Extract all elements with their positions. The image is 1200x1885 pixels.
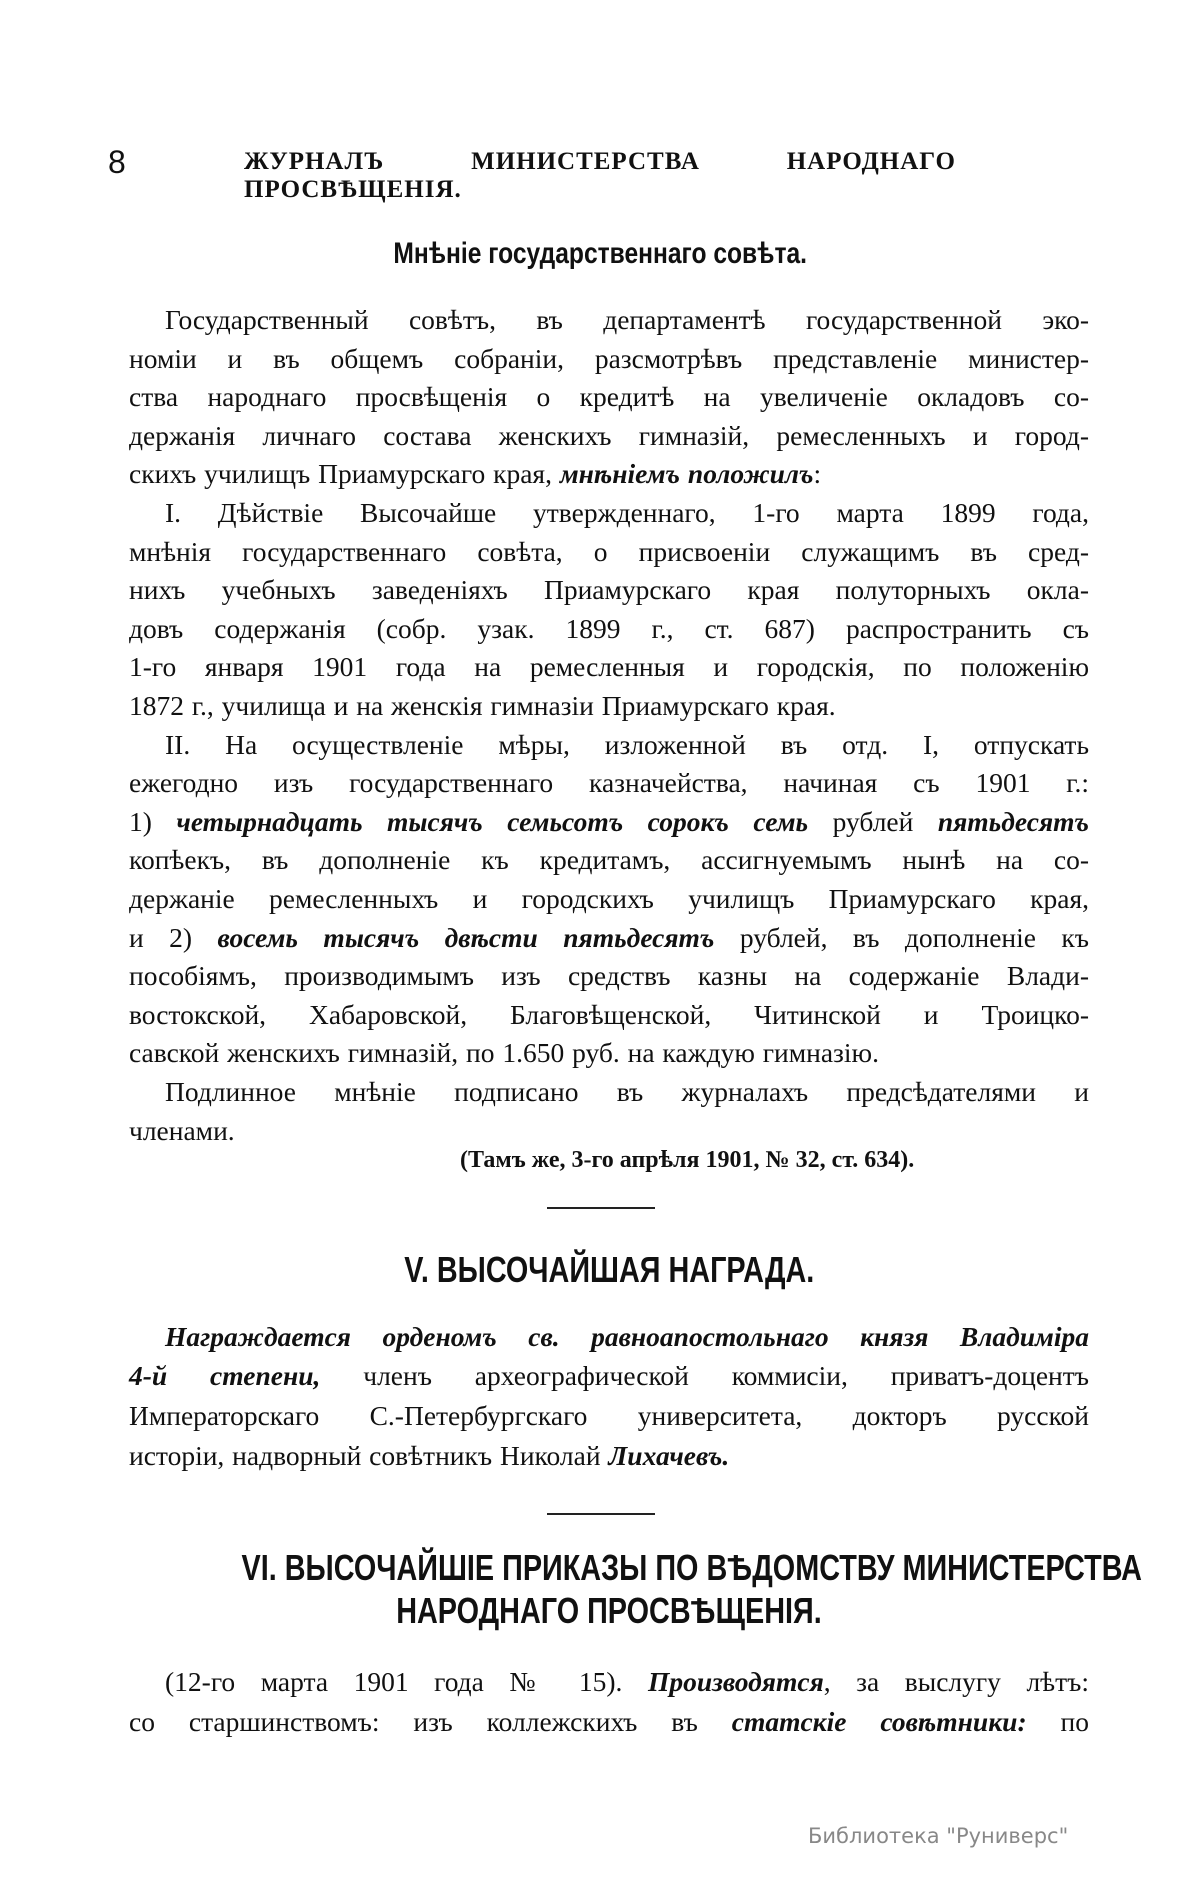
text-line bbox=[165, 496, 1089, 530]
text: II. На осуществленіе мѣры, изложенной въ отд. I, отпускать bbox=[165, 728, 1089, 760]
running-title: ЖУРНАЛЪ МИНИСТЕРСТВА НАРОДНАГО ПРОСВѢЩЕНІЯ. bbox=[244, 148, 956, 203]
italic-text: четырнадцать тысячъ семьсотъ сорокъ семь bbox=[176, 805, 809, 837]
text-line bbox=[129, 1114, 1089, 1148]
text: скихъ училищъ Приамурскаго края, bbox=[129, 458, 560, 490]
text-line bbox=[129, 457, 1089, 491]
text: Государственный совѣтъ, въ департаментѣ государственной эко- bbox=[165, 304, 1089, 335]
text-line bbox=[165, 1320, 1089, 1354]
text-line bbox=[129, 419, 1089, 453]
section-title-opinion bbox=[300, 236, 900, 272]
italic-text: 4-й степени, bbox=[129, 1360, 321, 1391]
text-line bbox=[129, 959, 1089, 993]
text-line bbox=[129, 573, 1089, 607]
text: членъ археографической коммисіи, приватъ-доцентъ bbox=[320, 1360, 1090, 1391]
text-line bbox=[129, 342, 1089, 376]
italic-text: Лихачевъ. bbox=[608, 1440, 730, 1471]
text: , за выслугу лѣтъ: bbox=[823, 1666, 1089, 1697]
text: нихъ учебныхъ заведеніяхъ Приамурскаго края полуторныхъ окла- bbox=[129, 574, 1089, 606]
text: савской женскихъ гимназій, по 1.650 руб. на каждую гимназію. bbox=[129, 1037, 879, 1069]
text: Императорскаго С.-Петербургскаго университета, докторъ русской bbox=[129, 1400, 1089, 1431]
section-heading-vi-line2 bbox=[129, 1590, 1089, 1632]
section-divider bbox=[547, 1513, 655, 1515]
text-line bbox=[129, 689, 1089, 723]
section-heading-v-text: V. ВЫСОЧАЙШАЯ НАГРАДА. bbox=[403, 1249, 814, 1290]
text: Подлинное мнѣніе подписано въ журналахъ предсѣдателями и bbox=[165, 1076, 1089, 1107]
section-heading-vi-line1 bbox=[129, 1547, 1142, 1589]
text-line bbox=[129, 380, 1089, 414]
page-number: 8 bbox=[108, 144, 126, 180]
text: довъ содержанія (собр. узак. 1899 г., ст. 687) распространить съ bbox=[129, 612, 1089, 644]
text-line bbox=[165, 303, 1089, 337]
text-line bbox=[129, 1705, 1089, 1739]
text: рублей bbox=[808, 805, 938, 837]
text: исторіи, надворный совѣтникъ Николай bbox=[129, 1440, 609, 1471]
italic-text: Награждается орденомъ св. равноапостольнаго князя Владиміра bbox=[165, 1321, 1089, 1352]
italic-text: мнѣніемъ положилъ bbox=[559, 458, 814, 490]
section-title-text: Мнѣніе государственнаго совѣта. bbox=[393, 237, 807, 270]
text: 1) bbox=[129, 805, 177, 837]
text-line bbox=[129, 805, 1089, 839]
citation: (Тамъ же, 3-го апрѣля 1901, № 32, ст. 634). bbox=[460, 1147, 915, 1173]
text-line bbox=[165, 1665, 1089, 1699]
text: ежегодно изъ государственнаго казначейства, начиная съ 1901 г.: bbox=[129, 767, 1089, 799]
italic-text: Производятся bbox=[647, 1666, 824, 1697]
text-line bbox=[129, 535, 1089, 569]
text-line bbox=[165, 728, 1089, 762]
text: 1872 г., училища и на женскія гимназіи Приамурскаго края. bbox=[129, 690, 836, 721]
text-line bbox=[129, 1399, 1089, 1433]
text-line bbox=[129, 1036, 1089, 1070]
text: рублей, въ дополненіе къ bbox=[714, 921, 1089, 953]
text-line bbox=[129, 612, 1089, 646]
text: пособіямъ, производимымъ изъ средствъ казны на содержаніе Влади- bbox=[129, 960, 1089, 992]
text: мнѣнія государственнаго совѣта, о присвоеніи служащимъ въ сред- bbox=[129, 535, 1089, 567]
section-divider bbox=[547, 1207, 655, 1209]
text: держаніе ремесленныхъ и городскихъ училищъ Приамурскаго края, bbox=[129, 883, 1089, 914]
text: 1-го января 1901 года на ремесленныя и городскія, по положенію bbox=[129, 651, 1089, 683]
text: по bbox=[1026, 1706, 1090, 1737]
text: держанія личнаго состава женскихъ гимназій, ремесленныхъ и город- bbox=[129, 419, 1089, 451]
text-line bbox=[129, 766, 1089, 800]
text: копѣекъ, въ дополненіе къ кредитамъ, ассигнуемымъ нынѣ на со- bbox=[129, 844, 1089, 876]
text: членами. bbox=[129, 1114, 235, 1146]
text: востокской, Хабаровской, Благовѣщенской, Читинской и Троицко- bbox=[129, 998, 1089, 1030]
text: номіи и въ общемъ собраніи, разсмотрѣвъ представленіе министер- bbox=[129, 342, 1089, 374]
text: : bbox=[813, 458, 822, 490]
text-line bbox=[129, 998, 1089, 1032]
section-heading-vi-text: НАРОДНАГО ПРОСВѢЩЕНІЯ. bbox=[396, 1590, 822, 1631]
text: ства народнаго просвѣщенія о кредитѣ на увеличеніе окладовъ со- bbox=[129, 381, 1089, 413]
text: со старшинствомъ: изъ коллежскихъ въ bbox=[129, 1706, 732, 1737]
section-heading-v bbox=[129, 1249, 1089, 1291]
italic-text: пятьдесятъ bbox=[937, 805, 1089, 837]
italic-text: статскіе совѣтники: bbox=[731, 1706, 1027, 1737]
text: I. Дѣйствіе Высочайше утвержденнаго, 1-го марта 1899 года, bbox=[165, 497, 1089, 528]
text-line bbox=[129, 921, 1089, 955]
text-line bbox=[129, 1439, 1089, 1473]
text-line bbox=[129, 650, 1089, 684]
library-watermark: Библиотека "Руниверс" bbox=[808, 1824, 1069, 1848]
text: и 2) bbox=[129, 921, 218, 953]
text-line bbox=[165, 1075, 1089, 1109]
section-heading-vi-text: VI. ВЫСОЧАЙШІЕ ПРИКАЗЫ ПО ВѢДОМСТВУ МИНИСТЕРСТВА bbox=[241, 1547, 1142, 1588]
text-line bbox=[129, 843, 1089, 877]
text-line bbox=[129, 882, 1089, 916]
text-line bbox=[129, 1359, 1089, 1393]
italic-text: восемь тысячъ двѣсти пятьдесятъ bbox=[217, 921, 715, 953]
text: (12-го марта 1901 года № 15). bbox=[165, 1666, 648, 1697]
